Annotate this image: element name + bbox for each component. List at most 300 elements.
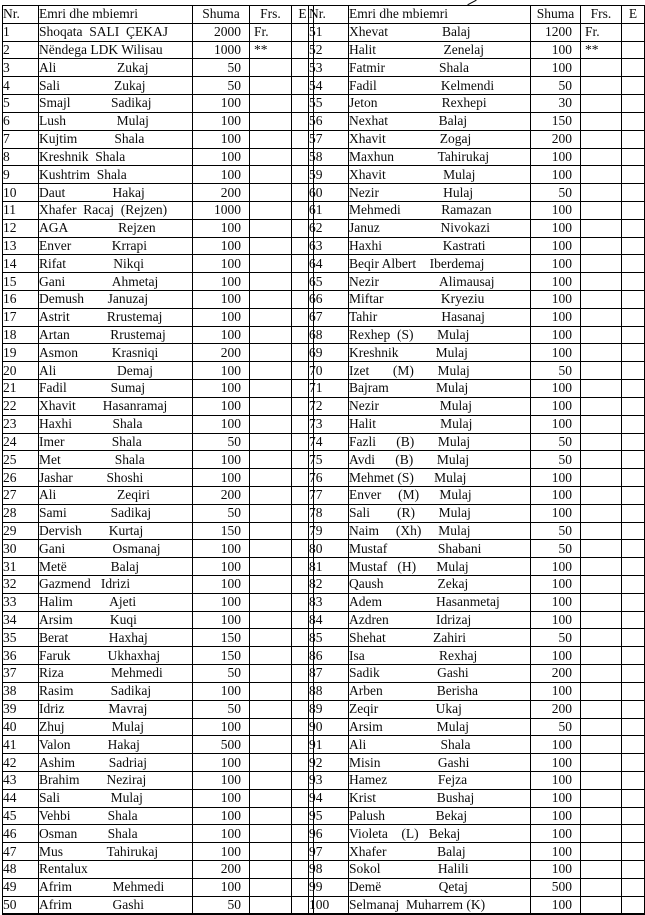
table-row <box>3 718 314 736</box>
row-number-cell: 57 <box>309 130 349 148</box>
row-number-cell: 42 <box>3 754 39 772</box>
row-number-cell: 86 <box>309 647 349 665</box>
amount-cell: 100 <box>193 789 250 807</box>
name-cell: Imer Shala <box>39 433 193 451</box>
name-cell: Violeta (L) Bekaj <box>349 825 531 843</box>
name-cell: AGA Rejzen <box>39 219 193 237</box>
name-cell: Naim (Xh) Mulaj <box>349 522 531 540</box>
e-cell <box>622 611 645 629</box>
currency-note-cell <box>250 362 292 380</box>
row-number-cell: 59 <box>309 166 349 184</box>
currency-note-cell <box>581 576 622 594</box>
name-cell: Arben Berisha <box>349 682 531 700</box>
row-number-cell: 64 <box>309 255 349 273</box>
amount-cell: 100 <box>531 41 581 59</box>
row-number-cell: 98 <box>309 861 349 879</box>
table-row <box>3 504 314 522</box>
name-cell: Kreshnik Shala <box>39 148 193 166</box>
amount-cell: 100 <box>193 754 250 772</box>
currency-note-cell <box>250 825 292 843</box>
row-number-cell: 15 <box>3 273 39 291</box>
name-cell: Met Shala <box>39 451 193 469</box>
amount-cell: 100 <box>193 593 250 611</box>
row-number-cell: 31 <box>3 558 39 576</box>
row-number-cell: 41 <box>3 736 39 754</box>
name-cell: Afrim Mehmedi <box>39 878 193 896</box>
table-row <box>3 540 314 558</box>
name-cell: Qaush Zekaj <box>349 576 531 594</box>
table-row <box>3 112 314 130</box>
currency-note-cell <box>250 469 292 487</box>
currency-note-cell <box>250 593 292 611</box>
e-cell <box>622 219 645 237</box>
name-cell: Nëndega LDK Wilisau <box>39 41 193 59</box>
amount-cell: 100 <box>531 148 581 166</box>
table-row <box>309 736 645 754</box>
table-row <box>3 754 314 772</box>
currency-note-cell <box>581 112 622 130</box>
amount-cell: 100 <box>531 380 581 398</box>
name-cell: Jeton Rexhepi <box>349 95 531 113</box>
amount-cell: 100 <box>193 166 250 184</box>
row-number-cell: 39 <box>3 700 39 718</box>
amount-cell: 100 <box>193 112 250 130</box>
amount-cell: 100 <box>193 380 250 398</box>
currency-note-cell <box>581 825 622 843</box>
table-row <box>309 504 645 522</box>
e-cell <box>622 273 645 291</box>
amount-cell: 100 <box>193 255 250 273</box>
e-cell <box>622 682 645 700</box>
row-number-cell: 72 <box>309 397 349 415</box>
name-cell: Nezir Alimausaj <box>349 273 531 291</box>
row-number-cell: 45 <box>3 807 39 825</box>
currency-note-cell <box>250 380 292 398</box>
amount-cell: 100 <box>531 754 581 772</box>
currency-note-cell <box>250 700 292 718</box>
header-name: Emri dhe mbiemri <box>39 6 193 24</box>
currency-note-cell <box>250 718 292 736</box>
name-cell: Xhavit Mulaj <box>349 166 531 184</box>
row-number-cell: 5 <box>3 95 39 113</box>
amount-cell: 100 <box>193 576 250 594</box>
name-cell: Enver Krrapi <box>39 237 193 255</box>
name-cell: Kreshnik Mulaj <box>349 344 531 362</box>
e-cell <box>622 504 645 522</box>
table-row <box>3 41 314 59</box>
name-cell: Januz Nivokazi <box>349 219 531 237</box>
currency-note-cell <box>250 736 292 754</box>
amount-cell: 100 <box>531 291 581 309</box>
e-cell <box>622 380 645 398</box>
amount-cell: 50 <box>531 451 581 469</box>
table-row <box>309 362 645 380</box>
row-number-cell: 33 <box>3 593 39 611</box>
table-row <box>309 861 645 879</box>
row-number-cell: 85 <box>309 629 349 647</box>
header-amount: Shuma <box>531 6 581 24</box>
amount-cell: 150 <box>193 629 250 647</box>
currency-note-cell <box>250 576 292 594</box>
row-number-cell: 99 <box>309 878 349 896</box>
table-row <box>309 273 645 291</box>
name-cell: Xhavit Hasanramaj <box>39 397 193 415</box>
amount-cell: 200 <box>531 665 581 683</box>
name-cell: Misin Gashi <box>349 754 531 772</box>
donor-table-right <box>308 5 645 915</box>
table-row <box>309 486 645 504</box>
table-row <box>3 326 314 344</box>
currency-note-cell <box>581 611 622 629</box>
row-number-cell: 2 <box>3 41 39 59</box>
table-row <box>3 593 314 611</box>
row-number-cell: 66 <box>309 291 349 309</box>
name-cell: Demë Qetaj <box>349 878 531 896</box>
amount-cell: 100 <box>193 326 250 344</box>
table-row <box>3 665 314 683</box>
table-row <box>309 201 645 219</box>
e-cell <box>622 665 645 683</box>
table-row <box>309 344 645 362</box>
amount-cell: 100 <box>531 326 581 344</box>
amount-cell: 200 <box>193 486 250 504</box>
amount-cell: 100 <box>531 593 581 611</box>
name-cell: Sali Zukaj <box>39 77 193 95</box>
amount-cell: 100 <box>531 504 581 522</box>
table-row <box>309 184 645 202</box>
row-number-cell: 69 <box>309 344 349 362</box>
row-number-cell: 58 <box>309 148 349 166</box>
name-cell: Riza Mehmedi <box>39 665 193 683</box>
amount-cell: 100 <box>531 576 581 594</box>
currency-note-cell <box>250 326 292 344</box>
name-cell: Rexhep (S) Mulaj <box>349 326 531 344</box>
table-row <box>309 59 645 77</box>
e-cell <box>622 41 645 59</box>
name-cell: Haxhi Kastrati <box>349 237 531 255</box>
table-row <box>3 397 314 415</box>
row-number-cell: 14 <box>3 255 39 273</box>
amount-cell: 100 <box>193 148 250 166</box>
table-row <box>309 95 645 113</box>
e-cell <box>622 326 645 344</box>
name-cell: Zhuj Mulaj <box>39 718 193 736</box>
currency-note-cell: Fr. <box>250 23 292 41</box>
row-number-cell: 100 <box>309 896 349 914</box>
row-number-cell: 70 <box>309 362 349 380</box>
table-row <box>309 291 645 309</box>
header-frs: Frs. <box>250 6 292 24</box>
e-cell <box>622 861 645 879</box>
table-row <box>309 255 645 273</box>
amount-cell: 150 <box>193 647 250 665</box>
name-cell: Mustaf (H) Mulaj <box>349 558 531 576</box>
name-cell: Ali Demaj <box>39 362 193 380</box>
name-cell: Sami Sadikaj <box>39 504 193 522</box>
name-cell: Selmanaj Muharrem (K) <box>349 896 531 914</box>
name-cell: Zeqir Ukaj <box>349 700 531 718</box>
amount-cell: 100 <box>531 807 581 825</box>
table-row <box>3 237 314 255</box>
amount-cell: 50 <box>193 77 250 95</box>
amount-cell: 100 <box>193 807 250 825</box>
table-row <box>3 469 314 487</box>
amount-cell: 100 <box>531 397 581 415</box>
amount-cell: 50 <box>193 665 250 683</box>
amount-cell: 100 <box>193 397 250 415</box>
e-cell <box>622 789 645 807</box>
e-cell <box>622 451 645 469</box>
amount-cell: 100 <box>193 718 250 736</box>
table-row <box>309 219 645 237</box>
name-cell: Maxhun Tahirukaj <box>349 148 531 166</box>
name-cell: Azdren Idrizaj <box>349 611 531 629</box>
table-row <box>3 255 314 273</box>
name-cell: Palush Bekaj <box>349 807 531 825</box>
amount-cell: 50 <box>531 629 581 647</box>
name-cell: Osman Shala <box>39 825 193 843</box>
table-row <box>309 148 645 166</box>
header-amount: Shuma <box>193 6 250 24</box>
row-number-cell: 32 <box>3 576 39 594</box>
name-cell: Arsim Mulaj <box>349 718 531 736</box>
amount-cell: 100 <box>193 95 250 113</box>
name-cell: Rasim Sadikaj <box>39 682 193 700</box>
header-nr: Nr. <box>309 6 349 24</box>
amount-cell: 1000 <box>193 201 250 219</box>
currency-note-cell <box>581 558 622 576</box>
name-cell: Demush Januzaj <box>39 291 193 309</box>
name-cell: Sali Mulaj <box>39 789 193 807</box>
currency-note-cell <box>250 771 292 789</box>
currency-note-cell <box>581 219 622 237</box>
table-row <box>3 291 314 309</box>
name-cell: Tahir Hasanaj <box>349 308 531 326</box>
currency-note-cell <box>581 647 622 665</box>
table-row <box>309 647 645 665</box>
e-cell <box>622 896 645 914</box>
amount-cell: 100 <box>193 415 250 433</box>
currency-note-cell <box>250 201 292 219</box>
table-row <box>3 59 314 77</box>
table-row <box>3 486 314 504</box>
e-cell <box>622 95 645 113</box>
currency-note-cell <box>250 95 292 113</box>
name-cell: Krist Bushaj <box>349 789 531 807</box>
row-number-cell: 35 <box>3 629 39 647</box>
row-number-cell: 46 <box>3 825 39 843</box>
e-cell <box>622 291 645 309</box>
name-cell: Hamez Fejza <box>349 771 531 789</box>
e-cell <box>622 59 645 77</box>
table-row <box>3 415 314 433</box>
table-row <box>3 843 314 861</box>
name-cell: Halit Zenelaj <box>349 41 531 59</box>
currency-note-cell <box>581 789 622 807</box>
amount-cell: 100 <box>531 789 581 807</box>
table-row <box>3 362 314 380</box>
table-row <box>309 896 645 914</box>
table-row <box>3 861 314 879</box>
e-cell <box>622 807 645 825</box>
currency-note-cell <box>581 326 622 344</box>
name-cell: Gani Osmanaj <box>39 540 193 558</box>
name-cell: Metë Balaj <box>39 558 193 576</box>
e-cell <box>622 469 645 487</box>
amount-cell: 100 <box>531 558 581 576</box>
table-row <box>309 415 645 433</box>
e-cell <box>622 237 645 255</box>
currency-note-cell <box>250 611 292 629</box>
amount-cell: 100 <box>193 469 250 487</box>
name-cell: Avdi (B) Mulaj <box>349 451 531 469</box>
name-cell: Gazmend Idrizi <box>39 576 193 594</box>
table-row <box>309 77 645 95</box>
amount-cell: 50 <box>531 77 581 95</box>
row-number-cell: 25 <box>3 451 39 469</box>
currency-note-cell <box>250 807 292 825</box>
table-row <box>3 771 314 789</box>
amount-cell: 100 <box>531 647 581 665</box>
table-row <box>309 611 645 629</box>
e-cell <box>622 112 645 130</box>
currency-note-cell <box>581 504 622 522</box>
e-cell <box>622 148 645 166</box>
table-row <box>309 825 645 843</box>
e-cell <box>622 486 645 504</box>
amount-cell: 100 <box>531 219 581 237</box>
currency-note-cell <box>250 184 292 202</box>
row-number-cell: 79 <box>309 522 349 540</box>
amount-cell: 50 <box>193 504 250 522</box>
name-cell: Rifat Nikqi <box>39 255 193 273</box>
table-row <box>3 201 314 219</box>
name-cell: Beqir Albert Iberdemaj <box>349 255 531 273</box>
currency-note-cell <box>581 665 622 683</box>
table-row <box>309 629 645 647</box>
name-cell: Nezir Mulaj <box>349 397 531 415</box>
table-row <box>309 112 645 130</box>
currency-note-cell <box>250 451 292 469</box>
amount-cell: 100 <box>531 59 581 77</box>
amount-cell: 200 <box>193 184 250 202</box>
table-row <box>3 166 314 184</box>
name-cell: Dervish Kurtaj <box>39 522 193 540</box>
amount-cell: 100 <box>531 486 581 504</box>
currency-note-cell <box>250 308 292 326</box>
row-number-cell: 76 <box>309 469 349 487</box>
row-number-cell: 12 <box>3 219 39 237</box>
row-number-cell: 65 <box>309 273 349 291</box>
row-number-cell: 93 <box>309 771 349 789</box>
amount-cell: 50 <box>531 718 581 736</box>
row-number-cell: 36 <box>3 647 39 665</box>
name-cell: Ali Zeqiri <box>39 486 193 504</box>
table-row <box>309 665 645 683</box>
amount-cell: 200 <box>531 700 581 718</box>
amount-cell: 500 <box>531 878 581 896</box>
row-number-cell: 23 <box>3 415 39 433</box>
table-row <box>3 558 314 576</box>
table-row <box>3 77 314 95</box>
currency-note-cell <box>581 682 622 700</box>
e-cell <box>622 540 645 558</box>
row-number-cell: 83 <box>309 593 349 611</box>
name-cell: Adem Hasanmetaj <box>349 593 531 611</box>
table-row <box>3 825 314 843</box>
amount-cell: 100 <box>193 825 250 843</box>
row-number-cell: 19 <box>3 344 39 362</box>
currency-note-cell <box>581 878 622 896</box>
currency-note-cell <box>581 308 622 326</box>
table-row <box>3 878 314 896</box>
amount-cell: 200 <box>193 861 250 879</box>
currency-note-cell <box>581 362 622 380</box>
table-row <box>3 344 314 362</box>
amount-cell: 100 <box>531 896 581 914</box>
table-row <box>3 700 314 718</box>
currency-note-cell <box>581 861 622 879</box>
row-number-cell: 90 <box>309 718 349 736</box>
amount-cell: 100 <box>193 130 250 148</box>
currency-note-cell <box>250 273 292 291</box>
currency-note-cell <box>250 878 292 896</box>
row-number-cell: 34 <box>3 611 39 629</box>
currency-note-cell <box>250 522 292 540</box>
row-number-cell: 78 <box>309 504 349 522</box>
row-number-cell: 61 <box>309 201 349 219</box>
currency-note-cell <box>581 700 622 718</box>
table-row <box>309 433 645 451</box>
name-cell: Fadil Sumaj <box>39 380 193 398</box>
row-number-cell: 38 <box>3 682 39 700</box>
name-cell: Kushtrim Shala <box>39 166 193 184</box>
e-cell <box>622 522 645 540</box>
table-row <box>3 611 314 629</box>
amount-cell: 1000 <box>193 41 250 59</box>
currency-note-cell <box>581 433 622 451</box>
table-row <box>3 736 314 754</box>
table-row <box>309 718 645 736</box>
currency-note-cell <box>581 273 622 291</box>
amount-cell: 100 <box>531 166 581 184</box>
amount-cell: 100 <box>531 469 581 487</box>
header-e: E <box>292 6 314 24</box>
currency-note-cell <box>250 77 292 95</box>
currency-note-cell <box>250 665 292 683</box>
e-cell <box>622 362 645 380</box>
currency-note-cell <box>250 148 292 166</box>
name-cell: Xhafer Racaj (Rejzen) <box>39 201 193 219</box>
currency-note-cell <box>250 166 292 184</box>
amount-cell: 50 <box>193 700 250 718</box>
table-row <box>3 184 314 202</box>
table-row <box>3 219 314 237</box>
row-number-cell: 44 <box>3 789 39 807</box>
row-number-cell: 88 <box>309 682 349 700</box>
amount-cell: 100 <box>531 825 581 843</box>
name-cell: Mustaf Shabani <box>349 540 531 558</box>
row-number-cell: 28 <box>3 504 39 522</box>
table-row <box>309 807 645 825</box>
table-row <box>309 469 645 487</box>
amount-cell: 100 <box>193 362 250 380</box>
row-number-cell: 13 <box>3 237 39 255</box>
currency-note-cell <box>250 291 292 309</box>
amount-cell: 50 <box>531 433 581 451</box>
row-number-cell: 82 <box>309 576 349 594</box>
amount-cell: 100 <box>193 237 250 255</box>
